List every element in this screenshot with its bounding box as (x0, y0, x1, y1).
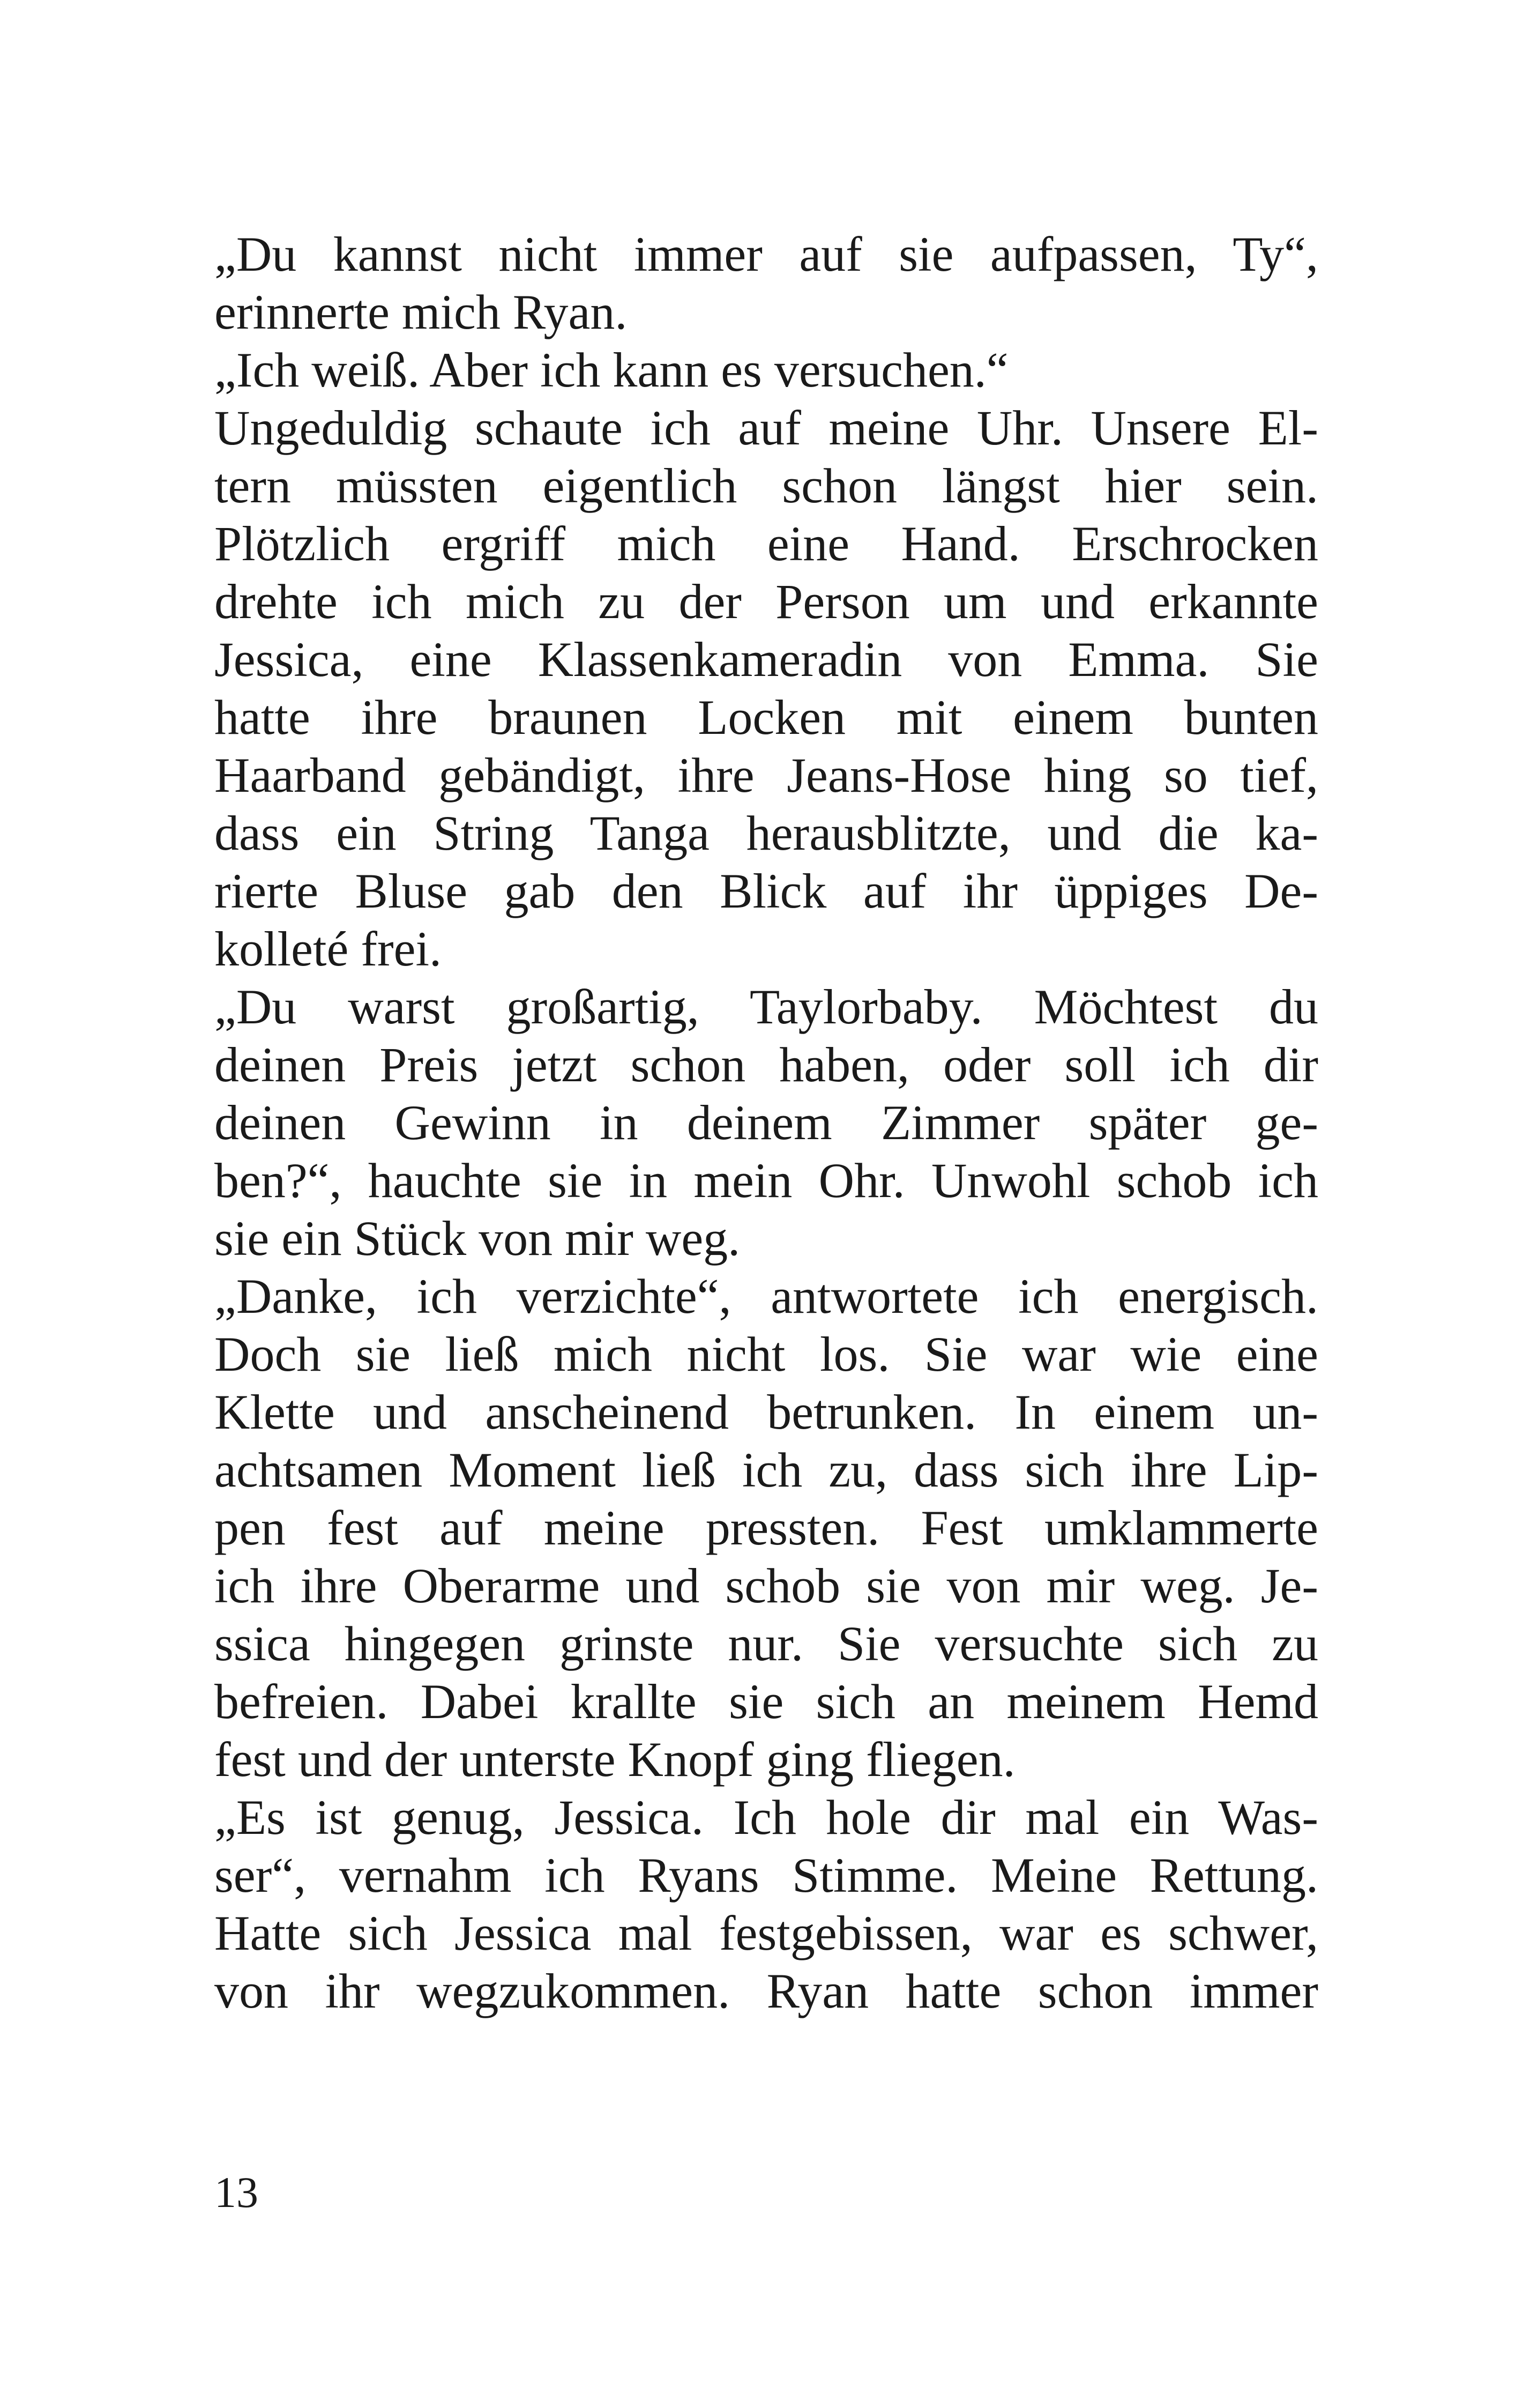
text-line: fest und der unterste Knopf ging fliegen. (214, 1732, 1016, 1787)
text-line: Klette und anscheinend betrunken. In einem un- (214, 1385, 1318, 1439)
text-line: von ihr wegzukommen. Ryan hatte schon immer (214, 1964, 1318, 2018)
text-line: „Danke, ich verzichte“, antwortete ich energisch. (214, 1269, 1318, 1324)
text-line: drehte ich mich zu der Person um und erkannte (214, 574, 1318, 629)
text-line: dass ein String Tanga herausblitzte, und die ka- (214, 806, 1318, 860)
text-line: deinen Preis jetzt schon haben, oder soll ich dir (214, 1037, 1318, 1092)
text-line: kolleté frei. (214, 921, 442, 976)
text-line: deinen Gewinn in deinem Zimmer später ge- (214, 1095, 1318, 1150)
text-line: Hatte sich Jessica mal festgebissen, war es schwer, (214, 1906, 1318, 1960)
text-line: „Du kannst nicht immer auf sie aufpassen, Ty“, (214, 227, 1318, 281)
text-line: „Es ist genug, Jessica. Ich hole dir mal ein Was- (214, 1790, 1318, 1845)
text-line: ich ihre Oberarme und schob sie von mir weg. Je- (214, 1558, 1318, 1613)
text-line: hatte ihre braunen Locken mit einem bunten (214, 690, 1318, 745)
text-line: pen fest auf meine pressten. Fest umklammerte (214, 1500, 1318, 1555)
text-line: sie ein Stück von mir weg. (214, 1211, 741, 1266)
text-line: Doch sie ließ mich nicht los. Sie war wie eine (214, 1327, 1318, 1381)
text-line: „Ich weiß. Aber ich kann es versuchen.“ (214, 343, 1009, 397)
text-line: ben?“, hauchte sie in mein Ohr. Unwohl schob ich (214, 1153, 1318, 1208)
text-line: Haarband gebändigt, ihre Jeans-Hose hing so tief, (214, 748, 1318, 802)
text-line: tern müssten eigentlich schon längst hier sein. (214, 458, 1318, 513)
page-number: 13 (214, 2168, 258, 2217)
body-text (214, 225, 1318, 2020)
text-line: „Du warst großartig, Taylorbaby. Möchtest du (214, 979, 1318, 1034)
text-line: rierte Bluse gab den Blick auf ihr üppiges De- (214, 864, 1318, 918)
text-line: erinnerte mich Ryan. (214, 285, 628, 339)
text-line: ser“, vernahm ich Ryans Stimme. Meine Rettung. (214, 1848, 1318, 1902)
text-line: achtsamen Moment ließ ich zu, dass sich ihre Lip- (214, 1443, 1318, 1497)
text-line: befreien. Dabei krallte sie sich an meinem Hemd (214, 1674, 1318, 1729)
text-line: Ungeduldig schaute ich auf meine Uhr. Unsere El- (214, 400, 1318, 455)
text-line: Jessica, eine Klassenkameradin von Emma. Sie (214, 632, 1318, 687)
text-line: Plötzlich ergriff mich eine Hand. Erschrocken (214, 516, 1318, 571)
text-line: ssica hingegen grinste nur. Sie versuchte sich zu (214, 1616, 1318, 1671)
